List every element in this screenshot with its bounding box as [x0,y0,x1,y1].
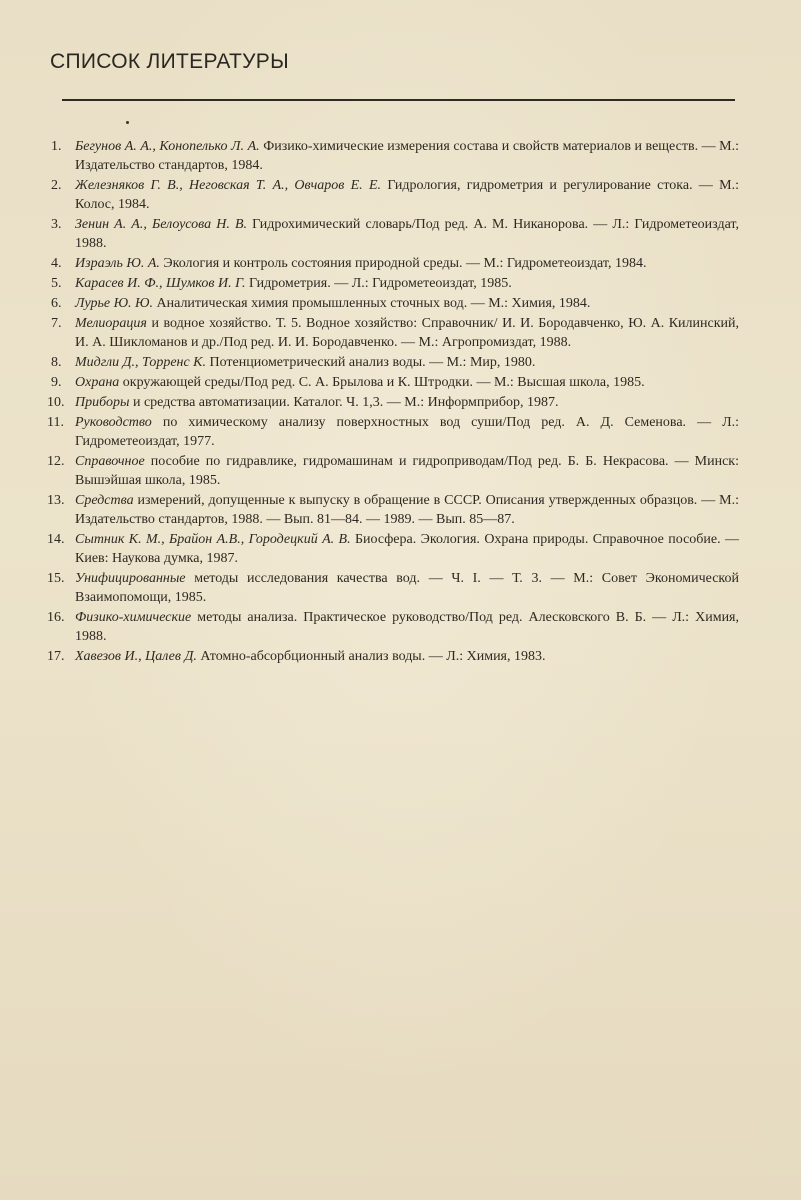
reference-authors: Физико-химические [75,610,192,625]
reference-number: 8. [51,355,62,370]
reference-item [47,530,739,568]
reference-authors: Бегунов А. А., Конопелько Л. А. [75,139,260,154]
reference-text: и средства автоматизации. Каталог. Ч. 1,3. — М.: Информприбор, 1987. [132,395,559,410]
page-title: СПИСОК ЛИТЕРАТУРЫ [50,50,290,73]
reference-text: Потенциометрический анализ воды. — М.: Мир, 1980. [209,355,536,370]
reference-number: 7. [51,316,62,331]
reference-text: по химическому анализу поверхностных вод суши/Под ред. А. Д. Семенова. — Л.: Гидрометеоиздат, 1977. [75,415,740,449]
reference-authors: Средства [75,493,134,508]
reference-authors: Справочное [75,454,145,469]
reference-authors: Охрана [75,375,120,390]
reference-item [47,274,739,293]
reference-number: 14. [47,532,65,547]
reference-item [47,413,739,451]
reference-authors: Мелиорация [75,316,147,331]
reference-text: методы исследования качества вод. — Ч. I. — Т. 3. — М.: Совет Экономической Взаимопомощи, 1985. [75,571,739,605]
reference-text: окружающей среды/Под ред. С. А. Брылова и К. Штродки. — М.: Высшая школа, 1985. [122,375,645,390]
reference-number: 6. [51,296,62,311]
reference-text: Аналитическая химия промышленных сточных вод. — М.: Химия, 1984. [156,296,591,311]
reference-authors: Зенин А. А., Белоусова Н. В. [75,217,248,232]
reference-number: 11. [47,415,64,430]
reference-number: 5. [51,276,62,291]
reference-item [47,215,739,253]
reference-item [47,314,739,352]
reference-item [47,353,739,372]
reference-text: измерений, допущенные к выпуску в обращение в СССР. Описания утвержденных образцов. — М.: Издательство стандартов, 1988. — Вып. 81—84. — 1989. — Вып. 85—87. [75,493,739,527]
reference-text: Физико-химические измерения состава и свойств материалов и веществ. — М.: Издательство стандартов, 1984. [75,139,740,173]
reference-authors: Приборы [75,395,130,410]
reference-item [47,254,739,273]
reference-authors: Железняков Г. В., Неговская Т. А., Овчаров Е. Е. [75,178,382,193]
reference-authors: Лурье Ю. Ю. [75,296,153,311]
reference-text: Атомно-абсорбционный анализ воды. — Л.: Химия, 1983. [200,649,546,664]
reference-number: 12. [47,454,65,469]
reference-number: 3. [51,217,62,232]
print-speck [126,121,129,124]
reference-item [47,294,739,313]
reference-number: 16. [47,610,65,625]
reference-number: 13. [47,493,65,508]
reference-item [47,608,739,646]
reference-number: 1. [51,139,62,154]
reference-item [47,569,739,607]
reference-item [47,137,739,175]
reference-authors: Руководство [75,415,152,430]
reference-text: методы анализа. Практическое руководство/Под ред. Алесковского В. Б. — Л.: Химия, 1988. [75,610,739,644]
reference-authors: Сытник К. М., Брайон А.В., Городецкий А. В. [75,532,351,547]
reference-text: Гидрология, гидрометрия и регулирование стока. — М.: Колос, 1984. [75,178,740,212]
reference-authors: Хавезов И., Цалев Д. [75,649,197,664]
reference-number: 4. [51,256,62,271]
reference-authors: Карасев И. Ф., Шумков И. Г. [75,276,246,291]
reference-number: 9. [51,375,62,390]
reference-text: Гидрометрия. — Л.: Гидрометеоиздат, 1985. [249,276,512,291]
reference-authors: Унифицированные [75,571,186,586]
reference-text: пособие по гидравлике, гидромашинам и гидроприводам/Под ред. Б. Б. Некрасова. — Минск: Вышэйшая школа, 1985. [75,454,739,488]
reference-item [47,373,739,392]
reference-text: Экология и контроль состояния природной среды. — М.: Гидрометеоиздат, 1984. [163,256,647,271]
reference-number: 15. [47,571,65,586]
reference-text: Биосфера. Экология. Охрана природы. Справочное пособие. — Киев: Наукова думка, 1987. [75,532,739,566]
reference-number: 17. [47,649,65,664]
reference-number: 10. [47,395,65,410]
reference-text: и водное хозяйство. Т. 5. Водное хозяйство: Справочник/ И. И. Бородавченко, Ю. А. Килинский, И. А. Шикломанов и др./Под ред. И. И. Бородавченко. — М.: Агропромиздат, 1988. [75,316,740,350]
reference-text: Гидрохимический словарь/Под ред. А. М. Никанорова. — Л.: Гидрометеоиздат, 1988. [75,217,739,251]
reference-authors: Израэль Ю. А. [75,256,160,271]
reference-item [47,393,739,412]
reference-item [47,452,739,490]
reference-list [47,137,739,667]
reference-item [47,176,739,214]
reference-item [47,491,739,529]
reference-authors: Мидгли Д., Торренс К. [75,355,206,370]
reference-item [47,647,739,666]
reference-number: 2. [51,178,62,193]
title-rule [62,99,735,101]
